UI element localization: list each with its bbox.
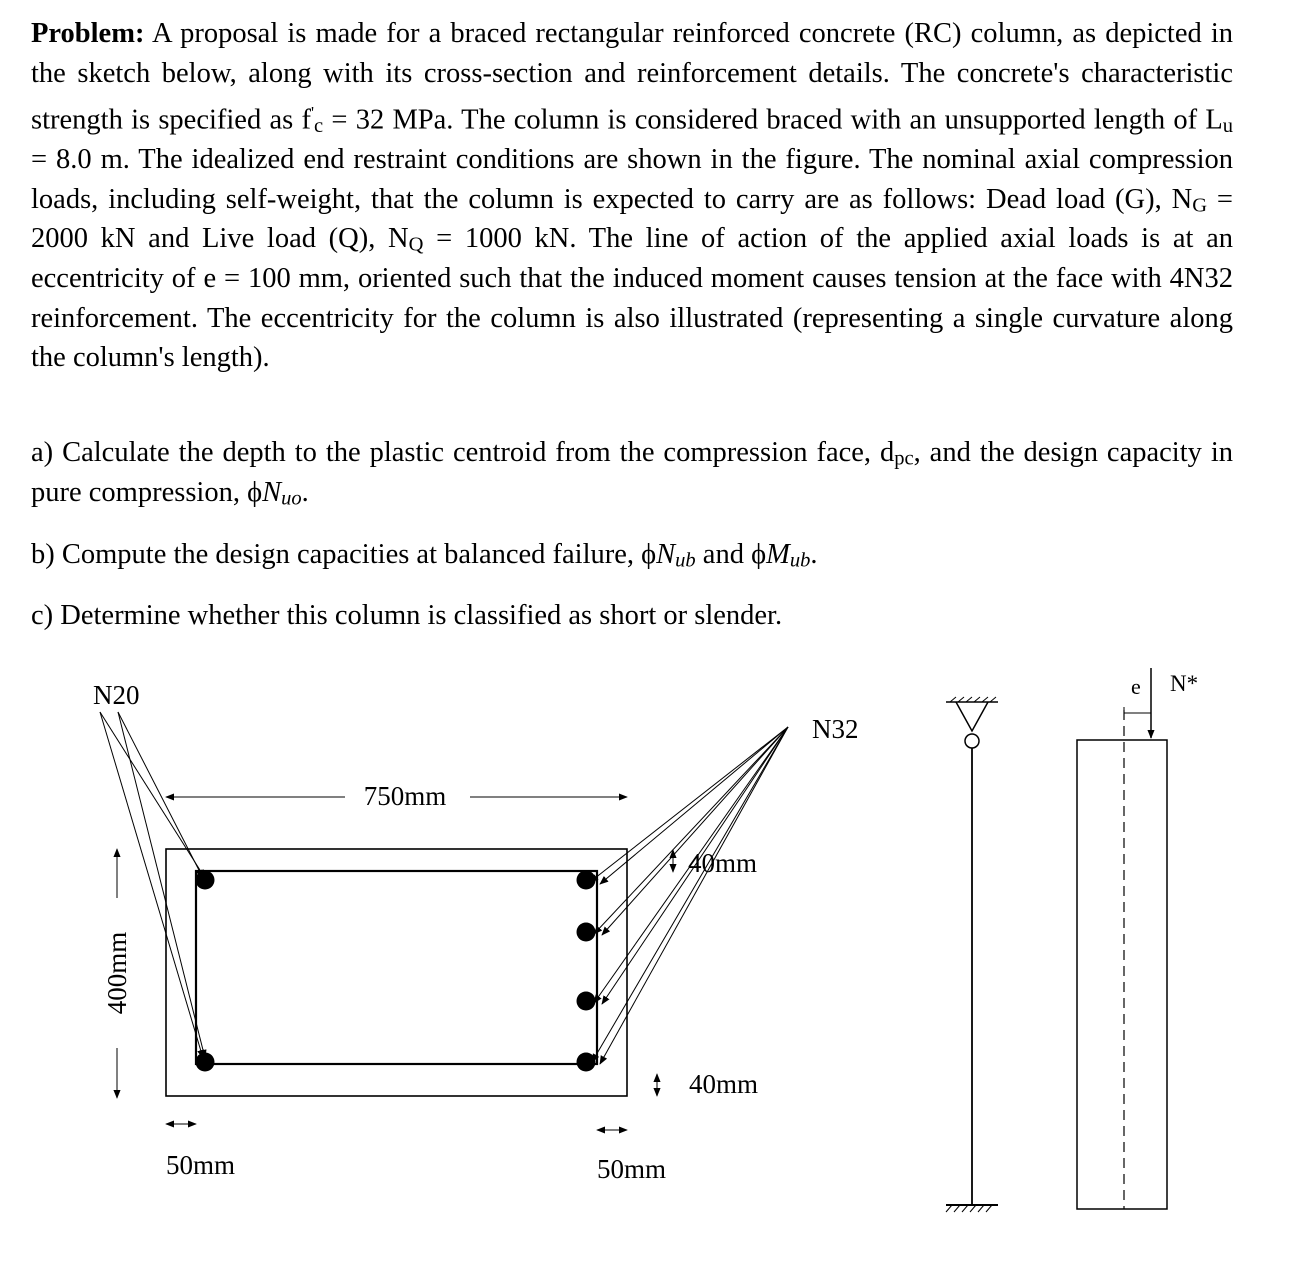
nuo-symbol: N bbox=[262, 476, 282, 508]
nq-subscript: Q bbox=[408, 234, 424, 257]
section-outline bbox=[166, 849, 627, 1096]
bar-n20-top bbox=[196, 871, 215, 890]
mub-symbol: M bbox=[766, 539, 790, 570]
problem-text-3: = 8.0 m. The idealized end restraint conditions are shown in the figure. The nominal axial compression loads, including self-weight, that the column is expected to carry are as follows: Dead load (G), N bbox=[31, 144, 1233, 215]
width-dim-label: 750mm bbox=[363, 781, 447, 811]
dpc-subscript: pc bbox=[894, 447, 914, 470]
question-b-and: and ϕ bbox=[695, 539, 767, 570]
bar-n32-3 bbox=[577, 992, 596, 1011]
cover-top-label: 40mm bbox=[688, 848, 758, 878]
lu-subscript: u bbox=[1222, 115, 1233, 138]
question-a-text-1: a) Calculate the depth to the plastic centroid from the compression face, d bbox=[31, 437, 895, 468]
problem-label: Problem: bbox=[31, 18, 145, 49]
question-a-text-2: , and the design capacity in pure compression, ϕ bbox=[31, 437, 1233, 508]
n32-leaders bbox=[590, 727, 788, 1064]
n20-label: N20 bbox=[93, 680, 140, 710]
cover-left-label: 50mm bbox=[166, 1150, 236, 1180]
nub-symbol: N bbox=[656, 539, 676, 570]
ligature-outline bbox=[196, 871, 597, 1064]
column-support-diagram bbox=[946, 697, 998, 1212]
problem-text-4: = 2000 kN and Live load (Q), N bbox=[31, 183, 1233, 255]
fc-subscript: c bbox=[314, 115, 324, 138]
column-elevation bbox=[1077, 740, 1167, 1209]
cover-right-label: 50mm bbox=[597, 1154, 667, 1184]
fc-prime: ' bbox=[310, 103, 315, 123]
ng-subscript: G bbox=[1192, 194, 1208, 217]
bar-n20-bottom bbox=[196, 1053, 215, 1072]
n32-label: N32 bbox=[812, 714, 859, 744]
bar-n32-2 bbox=[577, 923, 596, 942]
problem-text-1: A proposal is made for a braced rectangular reinforced concrete (RC) column, as depicted in the sketch below, along with its cross-section and reinforcement details. The concrete's characteristic strength is specified as f bbox=[31, 18, 1233, 136]
cover-bottom-label: 40mm bbox=[689, 1069, 759, 1099]
question-b-text-1: b) Compute the design capacities at balanced failure, ϕ bbox=[31, 539, 657, 570]
bar-n32-4 bbox=[577, 1053, 596, 1072]
mub-subscript: ub bbox=[789, 549, 811, 572]
height-dim-label: 400mm bbox=[102, 931, 132, 1015]
question-b-end: . bbox=[810, 539, 818, 570]
problem-text-5: = 1000 kN. The line of action of the applied axial loads is at an eccentricity of e = 100 mm, oriented such that the induced moment causes tension at the face with 4N32 reinforcement. The eccentricity for the column is also illustrated (representing a single curvature along the column's length). bbox=[31, 223, 1233, 374]
problem-text-2: = 32 MPa. The column is considered braced with an unsupported length of L bbox=[323, 104, 1223, 136]
axial-load-label: N* bbox=[1170, 671, 1199, 696]
eccentricity-label: e bbox=[1131, 674, 1141, 699]
question-c-text: c) Determine whether this column is classified as short or slender. bbox=[31, 600, 783, 631]
question-a-end: . bbox=[301, 476, 309, 508]
nuo-subscript: uo bbox=[281, 487, 302, 510]
pin-support-icon bbox=[965, 734, 979, 748]
nub-subscript: ub bbox=[675, 549, 696, 572]
